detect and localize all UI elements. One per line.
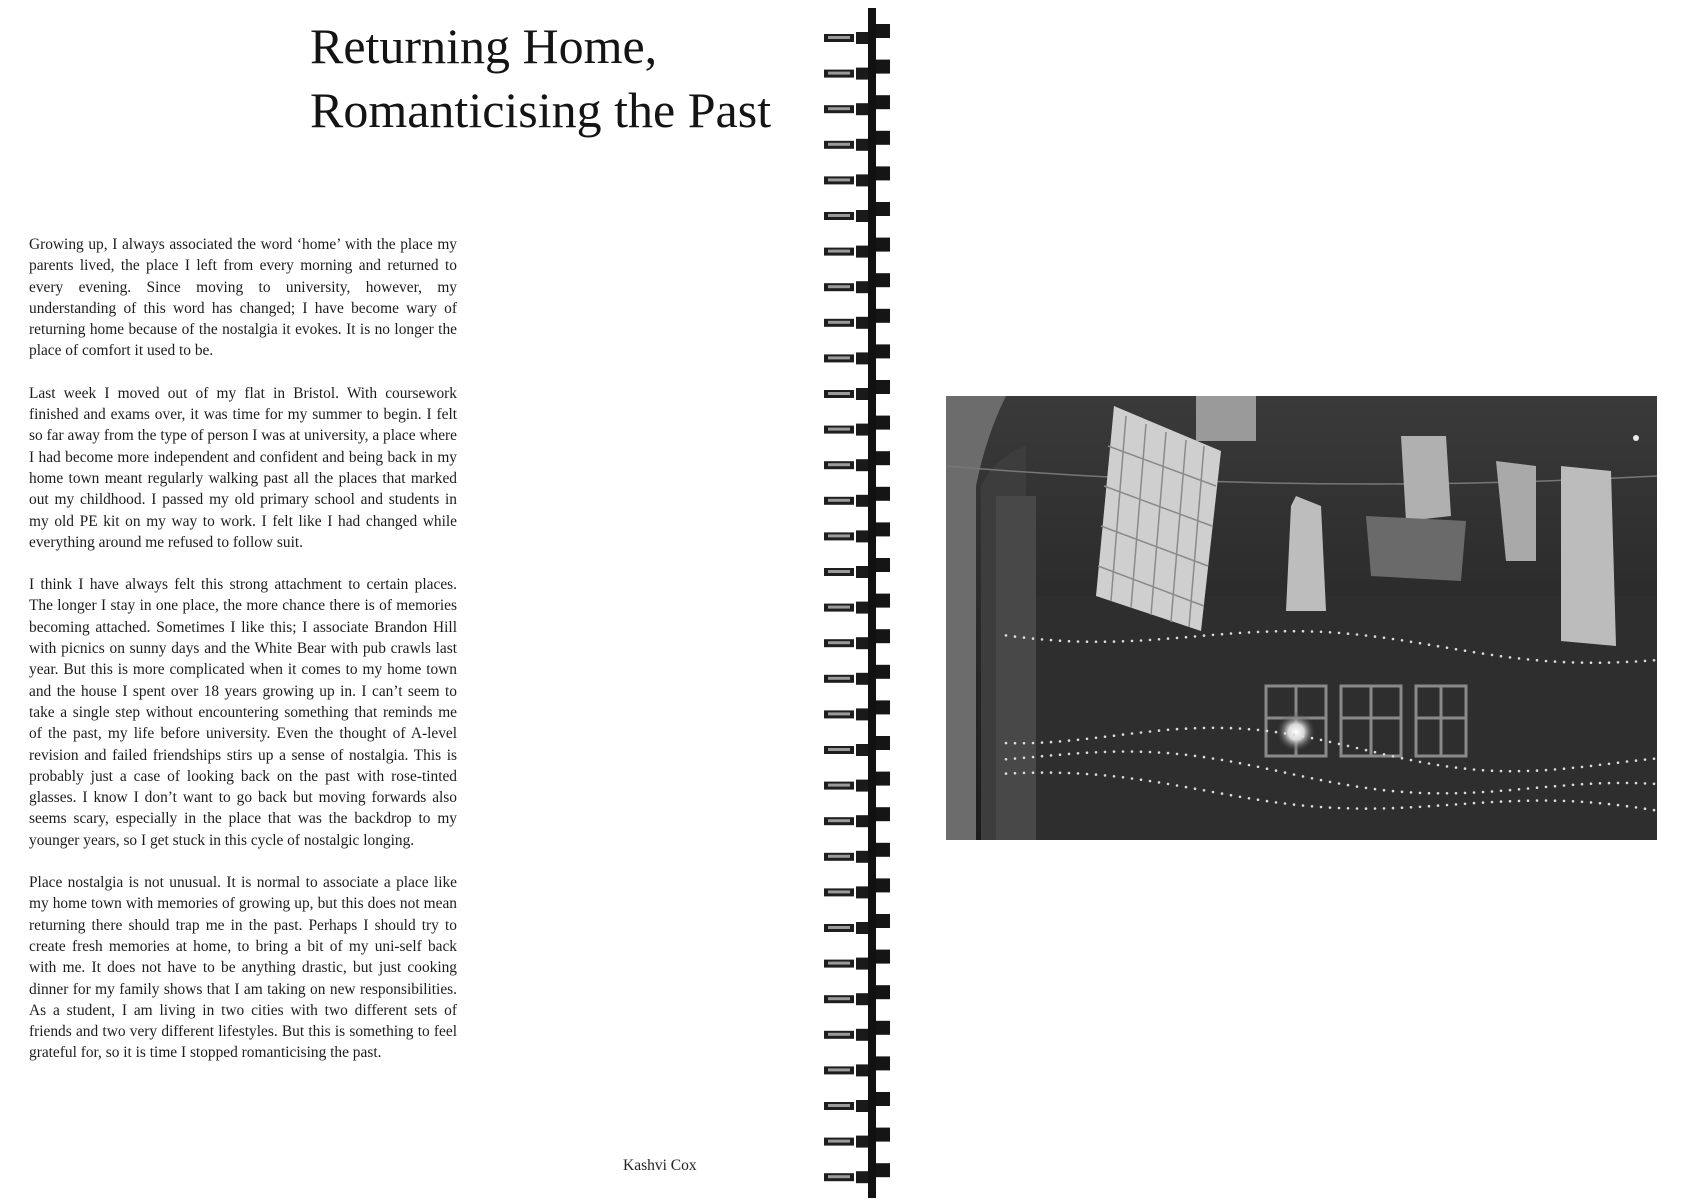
night-laundry-photo (946, 396, 1657, 840)
paragraph: Growing up, I always associated the word ‘home’ with the place my parents lived, the place I left from every morning and returned to every evening. Since moving to university, however, my understanding of this word has changed; I have become wary of returning home because of the nostalgia it evokes. It is no longer the place of comfort it used to be. (29, 236, 457, 360)
left-page (0, 0, 820, 1198)
title-line-2: Romanticising the Past (310, 82, 772, 138)
binding-spine (868, 8, 876, 1198)
photo-icon (946, 396, 1657, 840)
title-line-1: Returning Home, (310, 18, 658, 74)
author-byline: Kashvi Cox (623, 1157, 697, 1174)
article-body (29, 234, 457, 1085)
paragraph: Last week I moved out of my flat in Bristol. With coursework finished and exams over, it was time for my summer to begin. I felt so far away from the type of person I was at university, a place where I had become more independent and confident and being back in my home town meant regularly walking past all the places that marked out my childhood. I passed my old primary school and students in my old PE kit on my way to work. I felt like I had changed while everything around me refused to follow suit. (29, 384, 457, 551)
paragraph: I think I have always felt this strong attachment to certain places. The longer I stay in one place, the more chance there is of memories becoming attached. Sometimes I like this; I associate Brandon Hill with picnics on sunny days and the White Bear with pub crawls last year. But this is more complicated when it comes to my home town and the house I spent over 18 years growing up in. I can’t seem to take a single step without encountering something that reminds me of the past, my life before university. Even the thought of A-level revision and failed friendships stirs up a sense of nostalgia. This is probably just a case of looking back on the past with rose-tinted glasses. I know I don’t want to go back but moving forwards also seems scary, especially in the place that was the backdrop to my younger years, so I get stuck in this cycle of nostalgic longing. (29, 576, 457, 849)
article-title (310, 14, 820, 142)
paragraph: Place nostalgia is not unusual. It is normal to associate a place like my home town with memories of growing up, but this does not mean returning there should trap me in the past. Perhaps I should try to create fresh memories at home, to bring a bit of my uni-self back with me. It does not have to be anything drastic, but just cooking dinner for my family shows that I am taking on new responsibilities. As a student, I am living in two cities with two different sets of friends and two very different lifestyles. But this is something to feel grateful for, so it is time I stopped romanticising the past. (29, 874, 457, 1062)
